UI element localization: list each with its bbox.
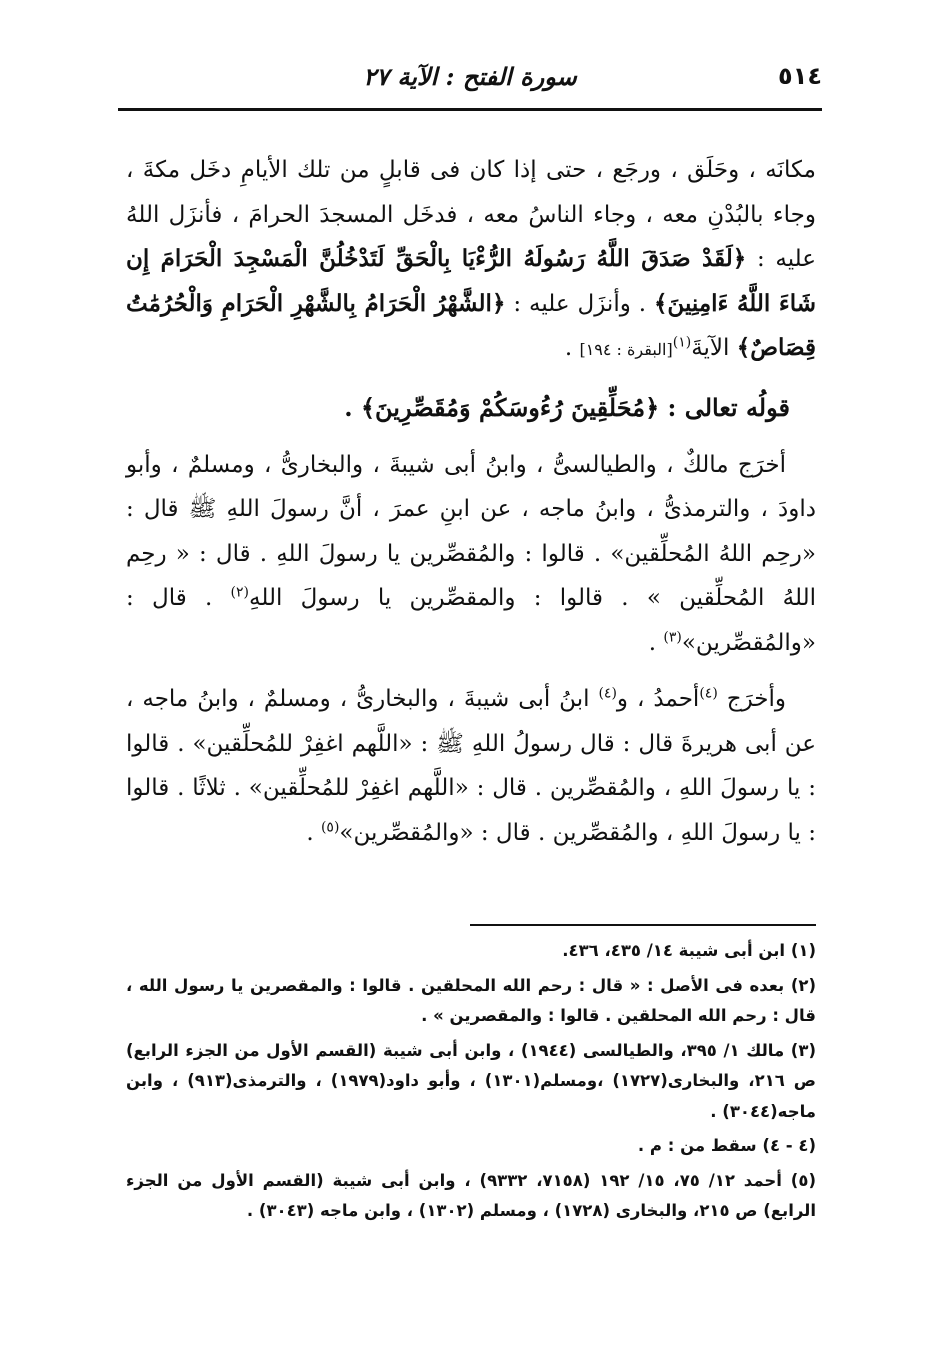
footnote-2: (٢) بعده فى الأصل : « قال : رحم الله المحلقين . قالوا : والمقصرين يا رسول الله ، قال : رحم الله المحلقين . قالوا : والمقصرين » . [126,975,816,1025]
heading-lead: قولُه تعالى : [659,392,790,422]
para1-text-a: مكانَه ، وحَلَق ، ورجَع ، حتى إذا كان فى قابلٍ من تلك الأيامِ دخَل مكةَ ، وجاء بالبُدْنِ معه ، وجاء الناسُ معه ، فدخَل المسجدَ الحرامَ ، فأنزَل اللهُ عليه : [126,157,817,272]
quran-quote-1: ﴿لَقَدْ صَدَقَ اللَّهُ رَسُولَهُ الرُّءْيَا بِالْحَقِّ لَتَدْخُلُنَّ الْمَسْجِدَ الْحَرَامَ إِن شَاءَ اللَّهُ ءَامِنِينَ﴾ [126,245,816,317]
footnote-marker-1[interactable]: (١) [672,334,692,351]
footnotes [126,936,816,1231]
para3-text-c: ابنُ أبى شيبةَ ، والبخارىُّ ، ومسلمٌ ، وابنُ ماجه ، عن أبى هريرةَ قال : قال رسولُ اللهِ ﷺ : «اللَّهم اغفِرْ للمُحلِّقين» . قالوا : يا رسولَ اللهِ ، والمُقصِّرين . قال : «اللَّهم اغفِرْ للمُحلِّقين» . ثلاثًا . قالوا : يا رسولَ اللهِ ، والمُقصِّرين . قال : «والمُقصِّرين» [126,686,816,846]
footnote-marker-4a[interactable]: (٤) [699,685,718,702]
para1-text-d: . [564,335,580,361]
para2-text-c: . [648,629,664,656]
footnote-rule [470,924,816,926]
paragraph-1 [126,148,816,373]
para3-text-d: . [306,819,321,846]
footnote-marker-2[interactable]: (٢) [230,584,249,601]
main-text [126,148,816,855]
page-header [118,58,822,98]
para1-text-c: الآيةَ [691,335,737,361]
footnote-4: (٤ - ٤) سقط من : م . [637,1136,816,1155]
footnote-marker-3[interactable]: (٣) [663,628,682,645]
running-title: سورة الفتح : الآية ٢٧ [363,62,577,91]
para2-text-b: . قال : «والمُقصِّرين» [126,585,816,656]
heading-end: . [344,392,361,422]
footnote-3: (٣) مالك ١/ ٣٩٥، والطيالسى (١٩٤٤) ، وابن أبى شيبة (القسم الأول من الجزء الرابع) ص ٢١٦، والبخارى(١٧٢٧) ،ومسلم(١٣٠١) ، وأبو داود(١٩٧٩) ، والترمذى(٩١٣) ، وابن ماجه(٣٠٤٤) . [126,1040,816,1121]
paragraph-3 [126,677,816,855]
para3-text-b: أحمدُ ، و [616,686,700,712]
footnote-marker-4b[interactable]: (٤) [598,685,617,702]
para3-text-a: وأخرَج [717,686,786,712]
header-rule [118,108,822,111]
para1-text-b: . وأنزَل عليه : [505,290,654,317]
section-heading [126,385,790,431]
footnote-marker-5[interactable]: (٥) [320,818,340,835]
page-number: ٥١٤ [778,62,822,90]
verse-reference: [البقرة : ١٩٤] [579,340,673,359]
footnote-5: (٥) أحمد ١٢/ ٧٥، ١٥/ ١٩٢ (٧١٥٨، ٩٣٣٢) ، وابن أبى شيبة (القسم الأول من الجزء الرابع) ص ٢١٥، والبخارى (١٧٢٨) ، ومسلم (١٣٠٢) ، وابن ماجه (٣٠٤٣) . [126,1170,816,1220]
paragraph-2 [126,443,816,666]
footnote-1: (١) ابن أبى شيبة ١٤/ ٤٣٥، ٤٣٦. [562,941,816,960]
para2-text-a: أخرَج مالكٌ ، والطيالسىُّ ، وابنُ أبى شيبةَ ، والبخارىُّ ، ومسلمٌ ، وأبو داودَ ، والترمذىُّ ، وابنُ ماجه ، عن ابنِ عمرَ ، أنَّ رسولَ اللهِ ﷺ قال : «رحِم اللهُ المُحلِّقين» . قالوا : والمُقصِّرين يا رسولَ اللهِ . قال : « رحِم اللهُ المُحلِّقين » . قالوا : والمقصِّرين يا رسولَ اللهِ [126,451,816,611]
heading-quran: ﴿مُحَلِّقِينَ رُءُوسَكُمْ وَمُقَصِّرِينَ﴾ [360,392,660,422]
quran-quote-2: ﴿الشَّهْرُ الْحَرَامُ بِالشَّهْرِ الْحَرَامِ وَالْحُرُمَٰتُ قِصَاصٌ﴾ [126,289,816,361]
